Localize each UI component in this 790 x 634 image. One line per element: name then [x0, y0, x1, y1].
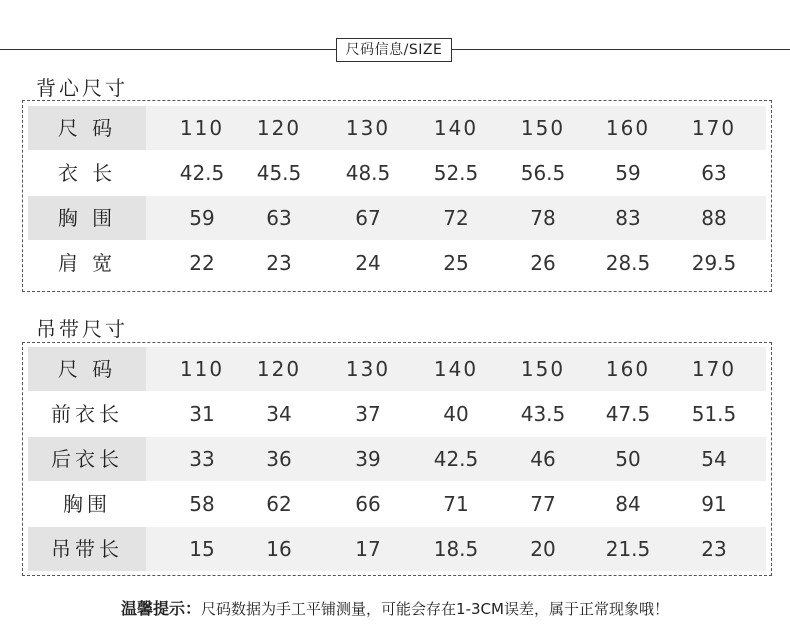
table-cell: 71 — [443, 492, 469, 516]
table-cell: 84 — [615, 492, 641, 516]
row-label: 后衣长 — [28, 437, 146, 481]
table-row — [28, 527, 766, 571]
table-cell: 18.5 — [433, 537, 479, 561]
table-cell: 43.5 — [520, 402, 566, 426]
table-row — [28, 437, 766, 481]
row-label: 胸 围 — [28, 196, 146, 240]
table-cell: 46 — [530, 447, 556, 471]
row-label: 胸围 — [63, 492, 111, 516]
row-label: 衣 长 — [57, 161, 117, 185]
table-cell: 59 — [189, 206, 215, 230]
footnote-label: 温馨提示： — [121, 599, 202, 618]
table-cell: 48.5 — [345, 161, 391, 185]
footnote-text: 尺码数据为手工平铺测量，可能会存在1-3CM误差，属于正常现象哦！ — [201, 600, 669, 618]
table-cell: 36 — [266, 447, 292, 471]
row-label: 前衣长 — [51, 402, 123, 426]
table-cell: 23 — [266, 251, 292, 275]
table-cell: 20 — [530, 537, 556, 561]
size-column-header: 160 — [605, 357, 651, 381]
table-cell: 37 — [355, 402, 381, 426]
table-cell: 45.5 — [256, 161, 302, 185]
table-cell: 66 — [355, 492, 381, 516]
size-column-header: 110 — [179, 116, 225, 140]
table-cell: 24 — [355, 251, 381, 275]
camisole-size-table — [22, 342, 772, 576]
size-column-header: 140 — [433, 116, 479, 140]
size-column-header: 150 — [520, 357, 566, 381]
table-cell: 63 — [701, 161, 727, 185]
table-cell: 26 — [530, 251, 556, 275]
size-column-header: 150 — [520, 116, 566, 140]
table-cell: 21.5 — [605, 537, 651, 561]
vest-section-title: 背心尺寸 — [36, 76, 128, 100]
table-cell: 22 — [189, 251, 215, 275]
table-cell: 83 — [615, 206, 641, 230]
table-cell: 78 — [530, 206, 556, 230]
table-cell: 67 — [355, 206, 381, 230]
table-cell: 62 — [266, 492, 292, 516]
table-row — [28, 392, 766, 436]
table-cell: 51.5 — [691, 402, 737, 426]
size-column-header: 130 — [345, 116, 391, 140]
size-column-header: 110 — [179, 357, 225, 381]
size-column-header: 130 — [345, 357, 391, 381]
table-cell: 50 — [615, 447, 641, 471]
table-cell: 40 — [443, 402, 469, 426]
size-info-title: 尺码信息/SIZE — [336, 38, 452, 62]
table-cell: 17 — [355, 537, 381, 561]
row-label: 肩 宽 — [57, 251, 117, 275]
table-cell: 54 — [701, 447, 727, 471]
table-cell: 39 — [355, 447, 381, 471]
table-cell: 77 — [530, 492, 556, 516]
table-cell: 23 — [701, 537, 727, 561]
size-column-header: 170 — [691, 357, 737, 381]
row-label: 尺 码 — [28, 347, 146, 391]
table-cell: 28.5 — [605, 251, 651, 275]
table-cell: 31 — [189, 402, 215, 426]
table-cell: 63 — [266, 206, 292, 230]
table-row — [28, 241, 766, 285]
table-cell: 42.5 — [433, 447, 479, 471]
table-cell: 59 — [615, 161, 641, 185]
table-cell: 56.5 — [520, 161, 566, 185]
table-cell: 72 — [443, 206, 469, 230]
size-header-row — [28, 106, 766, 150]
table-cell: 42.5 — [179, 161, 225, 185]
table-cell: 15 — [189, 537, 215, 561]
table-cell: 47.5 — [605, 402, 651, 426]
table-row — [28, 151, 766, 195]
table-cell: 29.5 — [691, 251, 737, 275]
table-cell: 91 — [701, 492, 727, 516]
table-cell: 25 — [443, 251, 469, 275]
size-column-header: 120 — [256, 357, 302, 381]
size-column-header: 160 — [605, 116, 651, 140]
table-row — [28, 196, 766, 240]
vest-size-table — [22, 100, 772, 292]
table-cell: 34 — [266, 402, 292, 426]
row-label: 尺 码 — [28, 106, 146, 150]
size-column-header: 170 — [691, 116, 737, 140]
table-cell: 58 — [189, 492, 215, 516]
table-cell: 33 — [189, 447, 215, 471]
table-cell: 16 — [266, 537, 292, 561]
size-column-header: 140 — [433, 357, 479, 381]
footnote — [0, 596, 790, 619]
table-cell: 88 — [701, 206, 727, 230]
size-header-row — [28, 347, 766, 391]
size-column-header: 120 — [256, 116, 302, 140]
row-label: 吊带长 — [28, 527, 146, 571]
table-row — [28, 482, 766, 526]
header-rule-left — [0, 49, 336, 50]
header-rule-right — [452, 49, 790, 50]
table-cell: 52.5 — [433, 161, 479, 185]
camisole-section-title: 吊带尺寸 — [36, 317, 128, 341]
